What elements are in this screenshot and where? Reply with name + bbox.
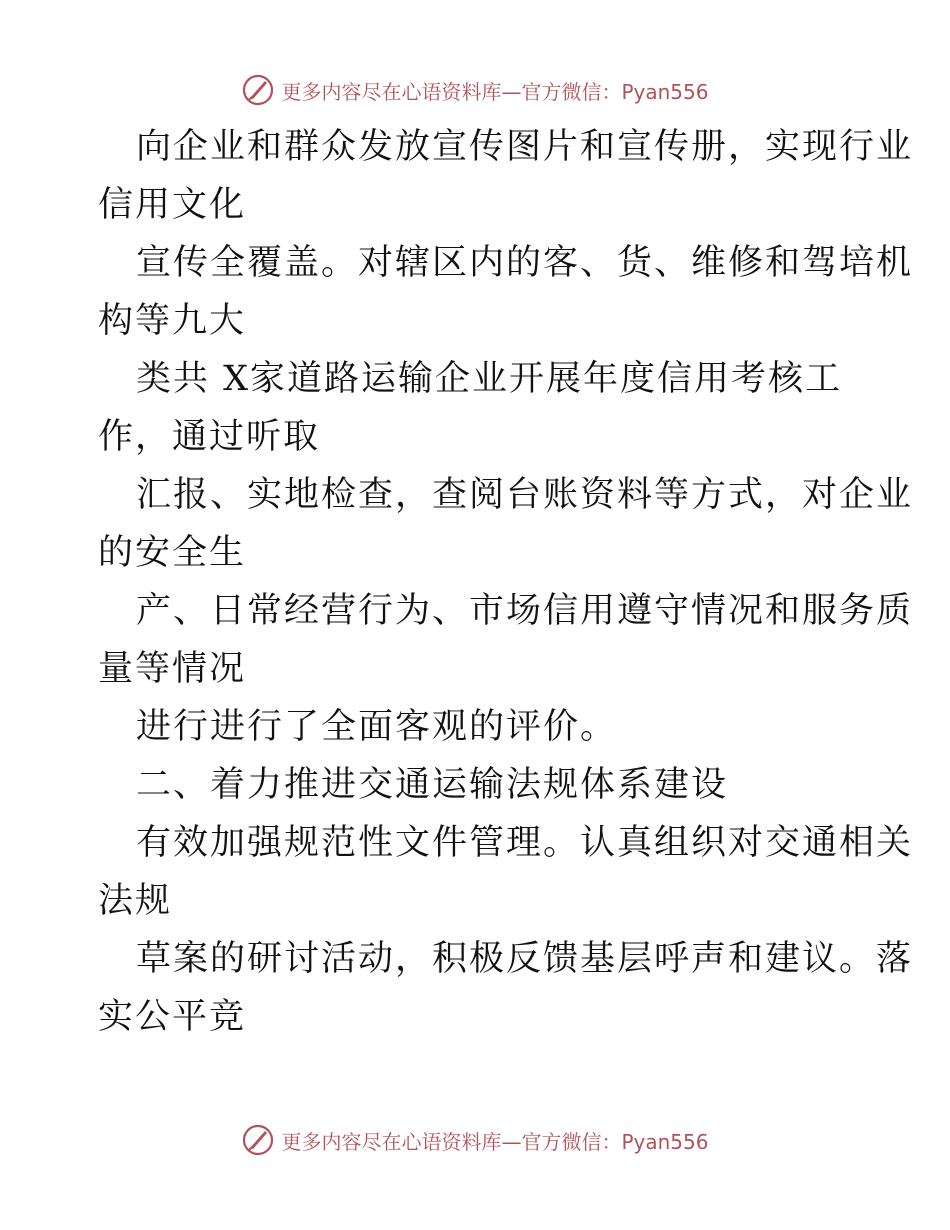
document-body [98, 118, 914, 1046]
banner-text: 更多内容尽在心语资料库—官方微信：Pyan556 [281, 1129, 709, 1154]
banner-text: 更多内容尽在心语资料库—官方微信：Pyan556 [281, 79, 709, 104]
text-line: 类共 X家道路运输企业开展年度信用考核工 [136, 359, 843, 399]
text-line: 的安全生 [98, 533, 247, 573]
text-line: 二、着力推进交通运输法规体系建设 [136, 765, 729, 805]
header-banner [0, 70, 950, 110]
quill-logo-icon [241, 1123, 275, 1157]
text-line: 宣传全覆盖。对辖区内的客、货、维修和驾培机 [136, 243, 914, 283]
text-line: 产、日常经营行为、市场信用遵守情况和服务质 [136, 591, 914, 631]
text-line: 法规 [98, 881, 173, 921]
text-line: 草案的研讨活动，积极反馈基层呼声和建议。落 [136, 939, 914, 979]
text-line: 进行进行了全面客观的评价。 [136, 707, 618, 747]
text-line: 构等九大 [98, 301, 247, 341]
footer-banner [0, 1120, 950, 1160]
text-line: 向企业和群众发放宣传图片和宣传册，实现行业 [136, 127, 914, 167]
text-line: 作，通过听取 [98, 417, 321, 457]
text-line: 实公平竞 [98, 997, 247, 1037]
text-line: 有效加强规范性文件管理。认真组织对交通相关 [136, 823, 914, 863]
quill-logo-icon [241, 73, 275, 107]
text-line: 量等情况 [98, 649, 247, 689]
text-line: 信用文化 [98, 185, 247, 225]
text-line: 汇报、实地检查，查阅台账资料等方式，对企业 [136, 475, 914, 515]
